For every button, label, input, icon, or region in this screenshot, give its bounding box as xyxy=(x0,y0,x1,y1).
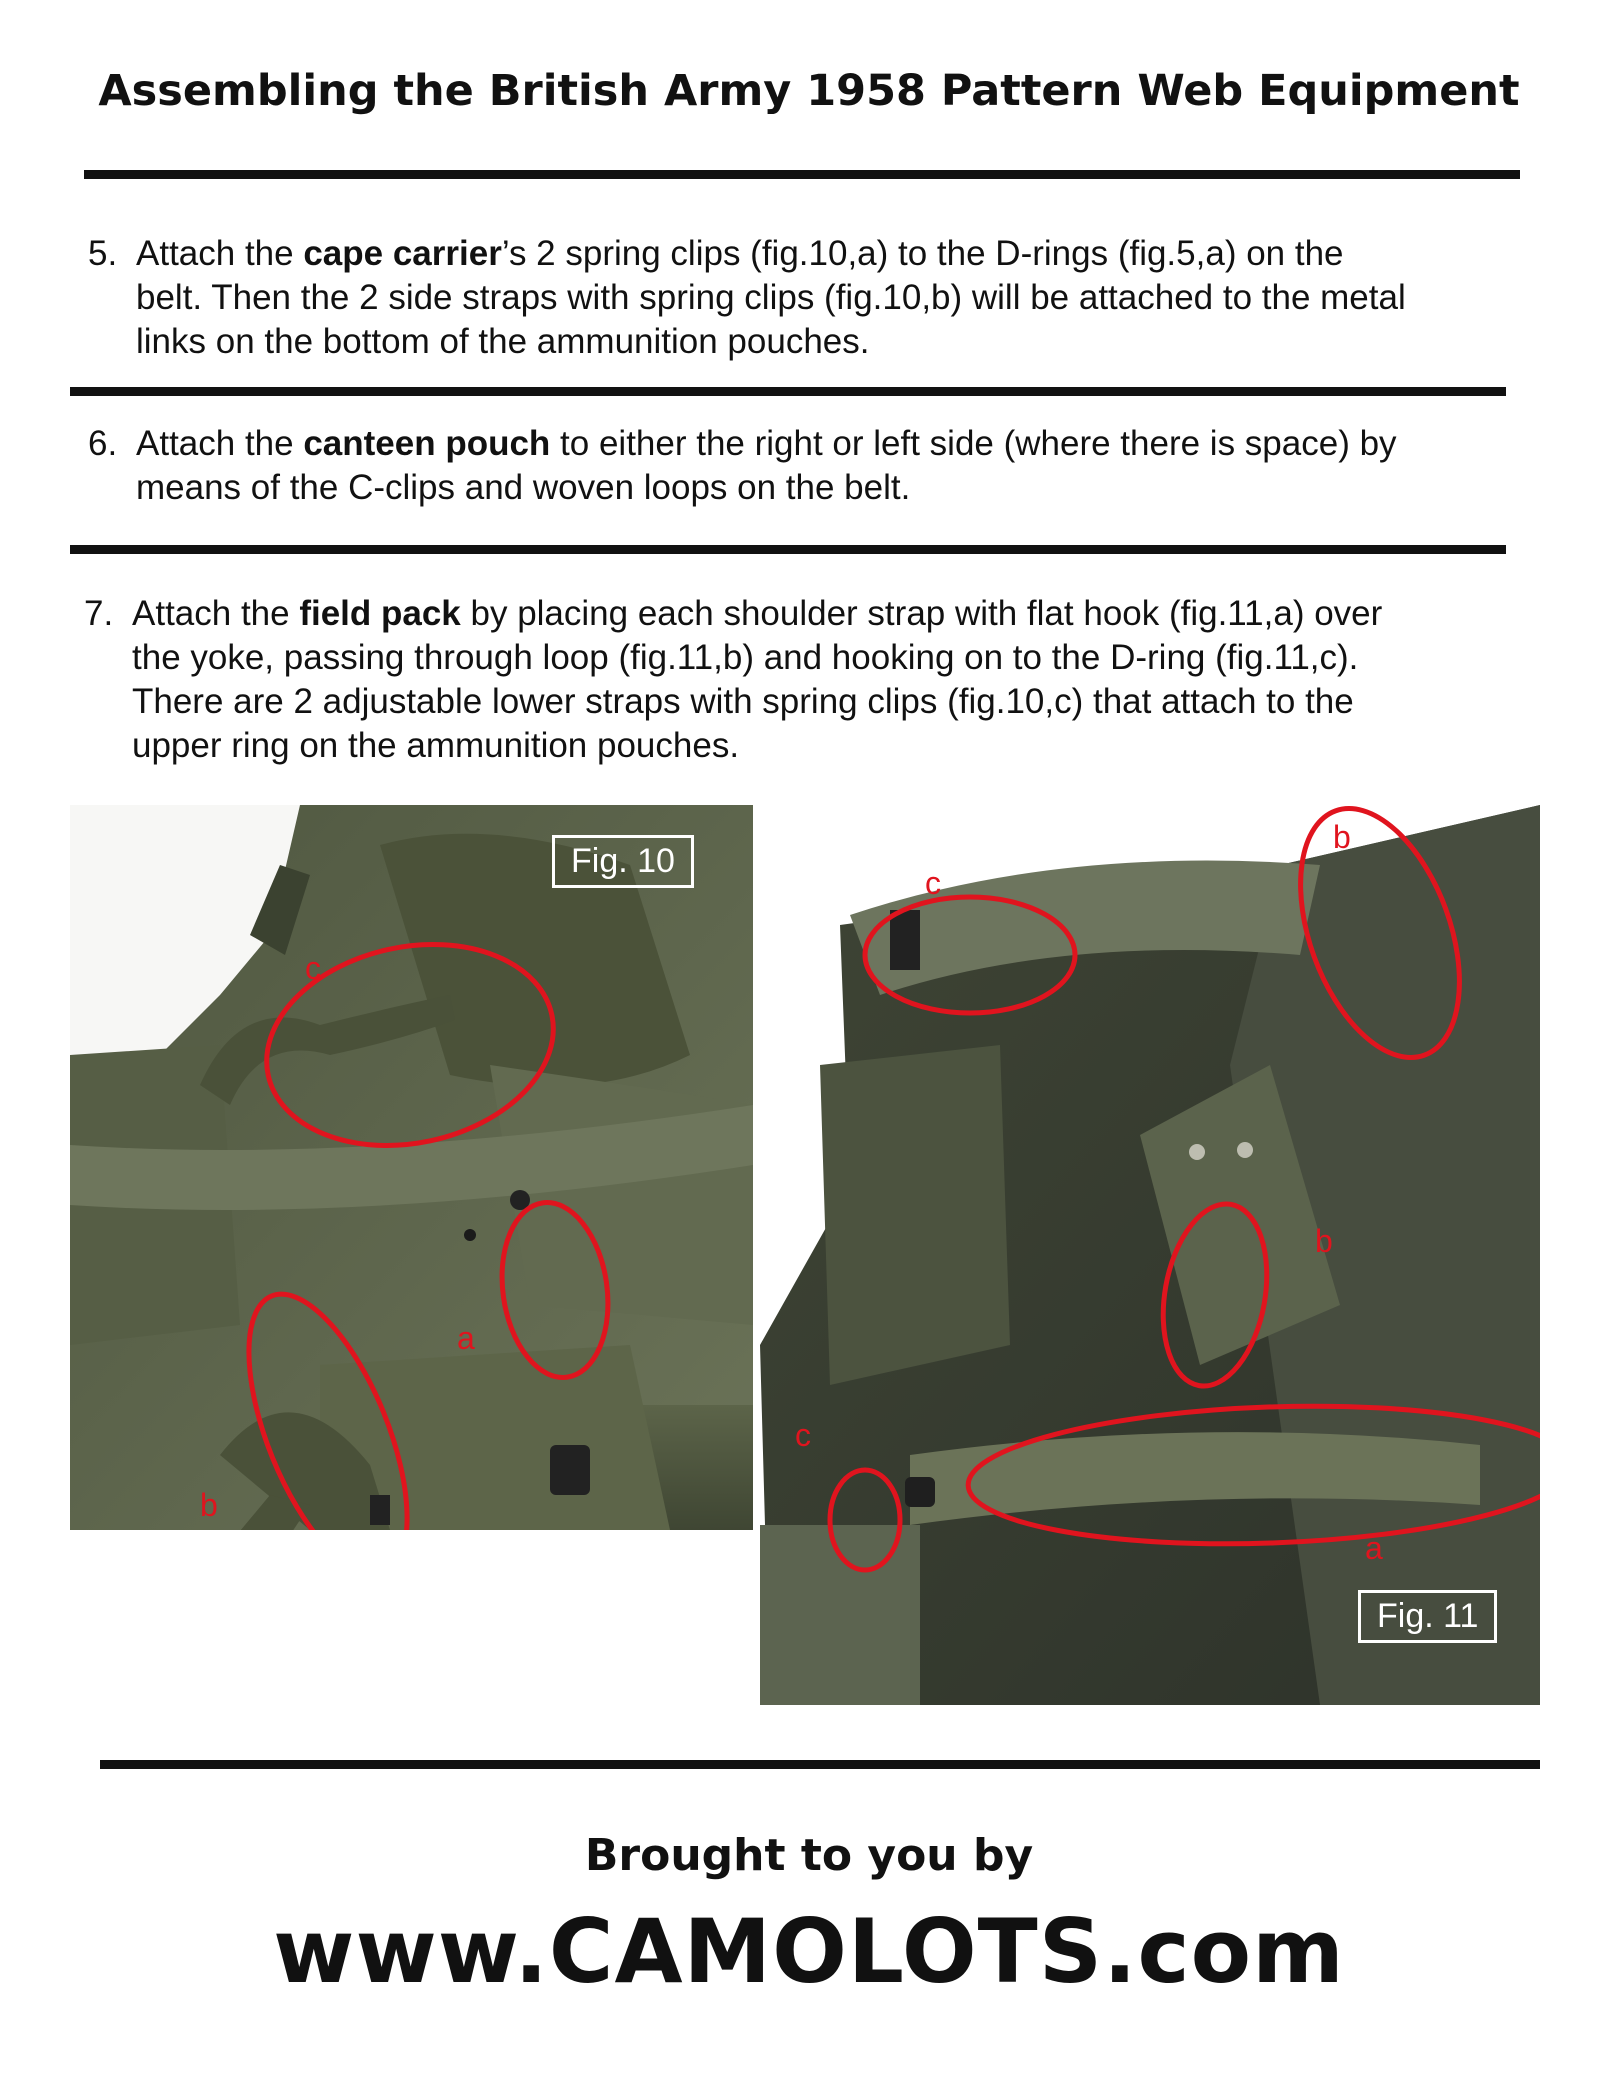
fig10-photo xyxy=(70,805,753,1530)
fig11-photo xyxy=(760,805,1540,1705)
step-line: links on the bottom of the ammunition pouches. xyxy=(136,322,870,361)
fig11-label: Fig. 11 xyxy=(1358,1590,1497,1643)
fig11-callout-c-left: c xyxy=(795,1417,811,1453)
step-5 xyxy=(88,232,1528,364)
step-line: Attach the field pack by placing each shoulder strap with flat hook (fig.11,a) over xyxy=(132,594,1383,633)
fig11-callout-b-top: b xyxy=(1333,819,1351,855)
step-number: 6. xyxy=(88,424,118,463)
figure-11 xyxy=(760,805,1540,1705)
step-line: means of the C-clips and woven loops on the belt. xyxy=(136,468,911,507)
fig11-callout-a: a xyxy=(1365,1530,1383,1566)
step-line: Attach the canteen pouch to either the right or left side (where there is space) by xyxy=(136,424,1397,463)
footer-divider xyxy=(100,1760,1540,1769)
footer-tagline: Brought to you by xyxy=(584,1830,1034,1881)
footer-website: www.CAMOLOTS.com xyxy=(273,1900,1345,2003)
fig10-callout-a: a xyxy=(457,1320,475,1356)
step-6 xyxy=(88,422,1528,510)
step-keyword: canteen pouch xyxy=(303,424,551,463)
step-line: Attach the cape carrier’s 2 spring clips (fig.10,a) to the D-rings (fig.5,a) on the xyxy=(136,234,1344,273)
fig11-callout-c-top: c xyxy=(925,865,941,901)
step-line: belt. Then the 2 side straps with spring clips (fig.10,b) will be attached to the metal xyxy=(136,278,1406,317)
section-divider xyxy=(70,387,1506,396)
fig10-callout-b: b xyxy=(200,1487,218,1523)
title-divider xyxy=(84,170,1520,179)
fig11-callout-b-mid: b xyxy=(1315,1223,1333,1259)
step-line: There are 2 adjustable lower straps with spring clips (fig.10,c) that attach to the xyxy=(132,682,1354,721)
page-title: Assembling the British Army 1958 Pattern Web Equipment xyxy=(98,66,1520,116)
step-keyword: field pack xyxy=(299,594,461,633)
step-line: the yoke, passing through loop (fig.11,b) and hooking on to the D-ring (fig.11,c). xyxy=(132,638,1359,677)
step-number: 7. xyxy=(84,594,114,633)
step-keyword: cape carrier xyxy=(303,234,502,273)
step-line: upper ring on the ammunition pouches. xyxy=(132,726,740,765)
fig10-label: Fig. 10 xyxy=(552,835,694,888)
fig10-callout-c: c xyxy=(305,950,321,986)
step-number: 5. xyxy=(88,234,118,273)
section-divider xyxy=(70,545,1506,554)
step-7 xyxy=(84,592,1524,768)
figure-10 xyxy=(70,805,753,1530)
